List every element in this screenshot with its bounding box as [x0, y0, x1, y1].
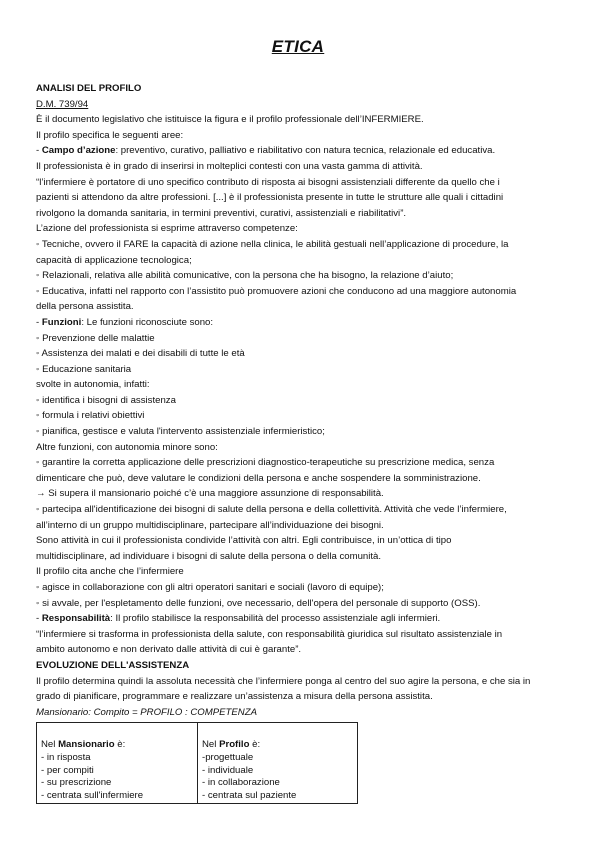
bullet-dash: - [36, 613, 42, 625]
funzioni-text: : Le funzioni riconosciute sono: [81, 316, 214, 328]
list-item: ◦ partecipa all'identificazione dei bisogni di salute della persona e della collettività. Attività che vede l’infermiere, [36, 504, 507, 516]
list-item: - per compiti [41, 764, 94, 776]
list-item: ◦ Relazionali, relativa alle abilità comunicative, con la persona che ha bisogno, la relazione d’aiuto; [36, 270, 454, 282]
intro-suffix: è: [249, 739, 261, 750]
list-item: ◦ formula i relativi obiettivi [36, 410, 145, 422]
section-heading-analisi: ANALISI DEL PROFILO [36, 83, 142, 94]
comparison-table [36, 722, 358, 804]
list-item: ◦ identifica i bisogni di assistenza [36, 394, 176, 406]
campo-azione-line [36, 143, 562, 159]
profilo-intro [202, 739, 357, 752]
document-body [36, 81, 562, 720]
paragraph-line: L’azione del professionista si esprime attraverso competenze: [36, 223, 298, 235]
quote-line: rivolgono la domanda sanitaria, in termini preventivi, curativi, assistenziali e riabilitativi”. [36, 207, 407, 219]
list-item-continuation: capacità di applicazione tecnologica; [36, 254, 192, 266]
bullet-dash: - [36, 145, 42, 157]
list-item: - in collaborazione [202, 777, 280, 789]
proportion-formula: Mansionario: Compito = PROFILO : COMPETENZA [36, 706, 257, 718]
list-item: ◦ Assistenza dei malati e dei disabili di tutte le età [36, 348, 245, 360]
quote-line: “l’infermiere si trasforma in professionista della salute, con responsabilità giuridica sul risultato assistenziale in [36, 628, 503, 640]
profilo-column [197, 723, 357, 803]
list-item: - centrata sul paziente [202, 790, 297, 802]
responsabilita-line [36, 611, 562, 627]
funzioni-label: Funzioni [41, 316, 82, 328]
list-item: ◦ pianifica, gestisce e valuta l'intervento assistenziale infermieristico; [36, 426, 325, 438]
mansionario-label: Mansionario [58, 739, 115, 750]
list-item: ◦ Tecniche, ovvero il FARE la capacità di azione nella clinica, le abilità gestuali nell’applicazione di procedure, la [36, 238, 509, 250]
intro-prefix: Nel [41, 739, 59, 750]
list-item-continuation: all’interno di un gruppo multidisciplinare, partecipare all’individuazione dei bisogni. [36, 519, 384, 531]
intro-suffix: è: [114, 739, 126, 750]
section-heading-evoluzione: EVOLUZIONE DELL'ASSISTENZA [36, 659, 190, 671]
paragraph-line: multidisciplinare, ad individuare i bisogni di salute della persona o della comunità. [36, 550, 382, 562]
list-item: ◦ garantire la corretta applicazione delle prescrizioni diagnostico-terapeutiche su prescrizione medica, senza [36, 457, 495, 469]
list-item-continuation: dimenticare che può, deve valutare le condizioni della persona e anche sospendere la somministrazione. [36, 472, 481, 484]
paragraph-line: È il documento legislativo che istituisce la figura e il profilo professionale dell’INFERMIERE. [36, 114, 424, 126]
responsabilita-text: : Il profilo stabilisce la responsabilità del processo assistenziale agli infermieri. [110, 613, 441, 625]
quote-line: pazienti si attendono da altre professioni. [...] è il professionista presente in tutte le strutture alle quali i cittadini [36, 192, 504, 204]
list-item: - in risposta [41, 751, 91, 763]
list-item: - individuale [202, 764, 254, 776]
list-item: ◦ Prevenzione delle malattie [36, 332, 155, 344]
paragraph-line: Altre funzioni, con autonomia minore sono: [36, 441, 218, 453]
bullet-dash: - [36, 316, 42, 328]
quote-line: ambito autonomo e non derivato dalle attività di cui è garante”. [36, 644, 302, 656]
list-item: ◦ si avvale, per l'espletamento delle funzioni, ove necessario, dell'opera del personale di supporto (OSS). [36, 597, 481, 609]
page-title: ETICA [271, 37, 325, 56]
paragraph-line: Il profilo cita anche che l’infermiere [36, 566, 184, 578]
intro-prefix: Nel [202, 739, 220, 750]
paragraph-line: Il professionista è in grado di inserirsi in molteplici contesti con una vasta gamma di attività. [36, 160, 423, 172]
paragraph-line: Il profilo specifica le seguenti aree: [36, 129, 184, 141]
list-item: ◦ agisce in collaborazione con gli altri operatori sanitari e sociali (lavoro di equipe); [36, 582, 384, 593]
list-item: - su prescrizione [41, 777, 112, 789]
list-item-continuation: della persona assistita. [36, 301, 134, 313]
mansionario-intro [41, 739, 197, 752]
campo-azione-text: : preventivo, curativo, palliativo e riabilitativo con natura tecnica, relazionale ed educativa. [115, 145, 496, 157]
paragraph-line: svolte in autonomia, infatti: [36, 379, 150, 391]
paragraph-line: Il profilo determina quindi la assoluta necessità che l’infermiere ponga al centro del suo agire la persona, e che sia in [36, 675, 531, 687]
funzioni-line [36, 315, 562, 331]
list-item: ◦ Educazione sanitaria [36, 363, 132, 375]
list-item: -progettuale [202, 751, 254, 763]
list-item: ◦ Educativa, infatti nel rapporto con l’assistito può promuovere azioni che conducono ad una maggiore autonomia [36, 285, 517, 297]
paragraph-line: grado di pianificare, programmare e realizzare un’assistenza a misura della persona assistita. [36, 691, 433, 703]
arrow-note: → Si supera il mansionario poiché c’è una maggiore assunzione di responsabilità. [36, 488, 384, 500]
responsabilita-label: Responsabilità [41, 613, 111, 625]
list-item: - centrata sull'infermiere [41, 790, 144, 802]
mansionario-column [37, 723, 197, 803]
decree-reference: D.M. 739/94 [36, 98, 89, 110]
paragraph-line: Sono attività in cui il professionista condivide l’attività con altri. Egli contribuisce, in un’ottica di tipo [36, 535, 452, 547]
campo-azione-label: Campo d’azione [41, 145, 116, 157]
profilo-label: Profilo [219, 739, 250, 750]
quote-line: “l’infermiere è portatore di uno specifico contributo di risposta ai bisogni assistenziali differente da quello che i [36, 176, 500, 188]
